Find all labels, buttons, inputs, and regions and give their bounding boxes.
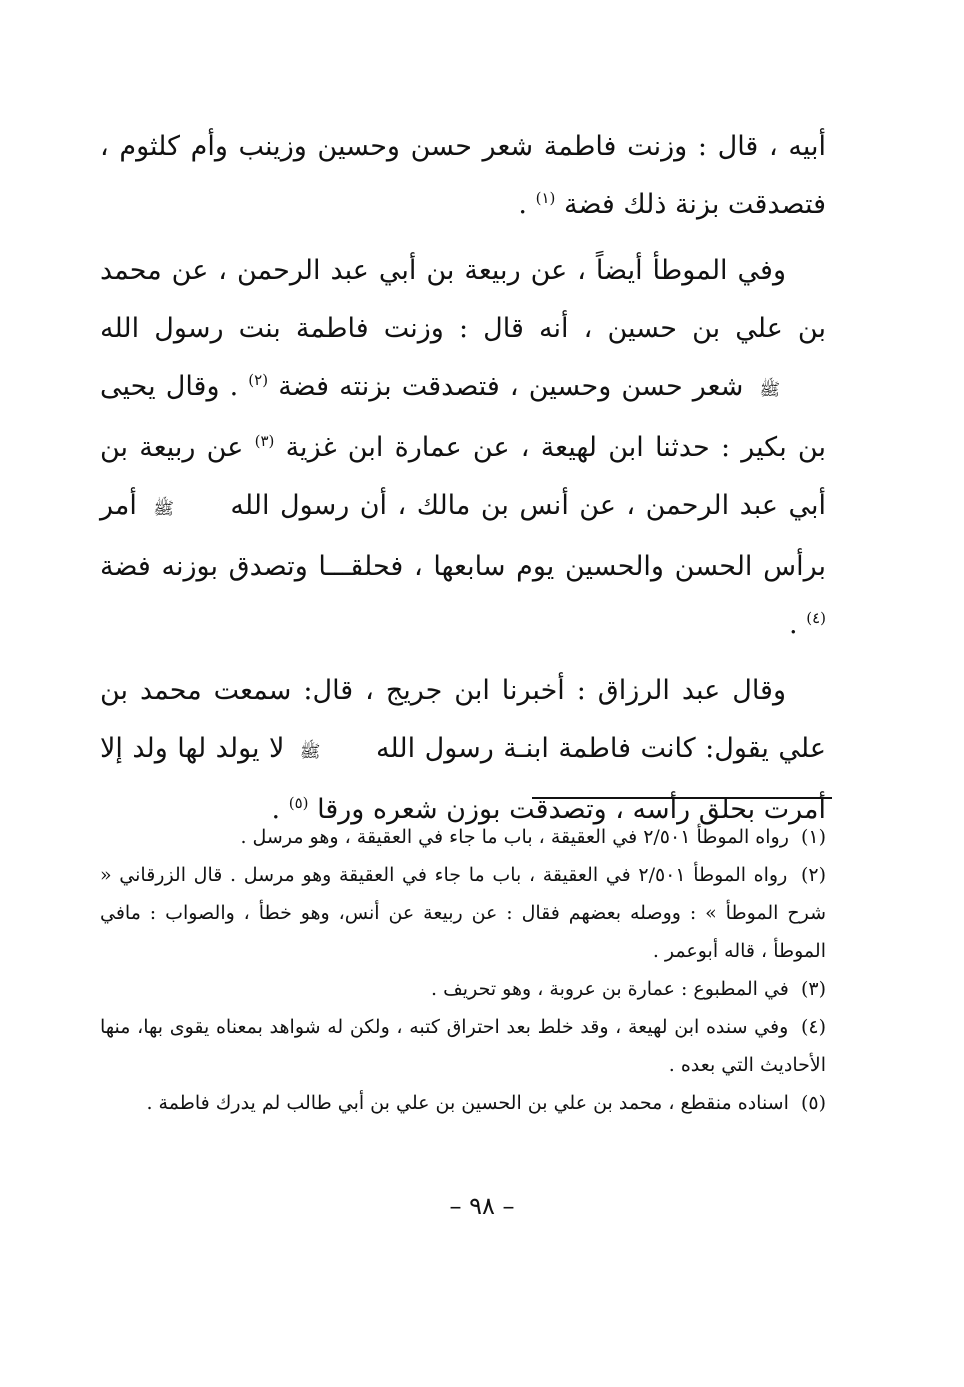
p2-text-e: أمر برأس الحسن والحسين يوم سابعها ، فحلقـــا وتصدق بوزنه فضة <box>100 490 826 582</box>
p3-end: . <box>271 794 281 825</box>
paragraph-2 <box>100 242 826 654</box>
footnote-text: رواه الموطأ ٢/٥٠١ في العقيقة ، باب ما جاء في العقيقة ، وهو مرسل . <box>240 826 789 848</box>
paragraph-1 <box>100 118 826 234</box>
footnote-item <box>100 1008 826 1084</box>
footnote-number: (٥) <box>800 1092 826 1114</box>
footnote-number: (٢) <box>800 864 827 886</box>
salawat-glyph: ﷺ <box>153 499 174 519</box>
footnote-item <box>100 818 826 856</box>
p3-text-b: لا يولد لها ولد إلا أمرت بحلق رأسه ، وتصدقت بوزن شعره ورقا <box>100 733 826 825</box>
footnote-number: (٤) <box>800 1016 826 1038</box>
footnote-ref-5[interactable]: (٥) <box>288 794 309 812</box>
main-text <box>100 118 826 847</box>
footnote-ref-4[interactable]: (٤) <box>806 609 826 627</box>
footnote-divider <box>532 797 832 799</box>
p3-text-a: وقال عبد الرزاق : أخبرنا ابن جريج ، قال: سمعت محمد بن علي يقول: كانت فاطمة ابنـة رسول الله <box>100 675 826 764</box>
p1-end: . <box>518 189 528 220</box>
footnotes <box>100 818 826 1122</box>
footnote-number: (٣) <box>800 978 826 1000</box>
footnote-number: (١) <box>800 826 826 848</box>
p2-text-c: . وقال يحيى بن بكير : حدثنا ابن لهيعة ، عن عمارة ابن غزية <box>100 371 827 463</box>
paragraph-3 <box>100 662 826 839</box>
footnote-text: وفي سنده ابن لهيعة ، وقد خلط بعد احتراق كتبه ، ولكن له شواهد بمعناه يقوى بها، منها الأحاديث التي بعده . <box>100 1016 826 1076</box>
footnote-ref-3[interactable]: (٣) <box>254 432 275 450</box>
salawat-glyph: ﷺ <box>759 380 780 400</box>
p2-text-d: عن ربيعة بن أبي عبد الرحمن ، عن أنس بن مالك ، أن رسول الله <box>100 432 826 521</box>
footnote-text: في المطبوع : عمارة بن عروبة ، وهو تحريف . <box>431 978 789 1000</box>
footnote-item <box>100 856 826 970</box>
footnote-item <box>100 1084 826 1122</box>
p2-end: . <box>789 609 798 640</box>
p2-text-a: وفي الموطأ أيضاً ، عن ربيعة بن أبي عبد الرحمن ، عن محمد بن علي بن حسين ، أنه قال : وزنت فاطمة بنت رسول الله <box>100 255 826 344</box>
footnote-text: اسناده منقطع ، محمد بن علي بن الحسين بن علي بن أبي طالب لم يدرك فاطمة . <box>146 1092 789 1114</box>
footnote-ref-1[interactable]: (١) <box>535 189 556 207</box>
p1-text: أبيه ، قال : وزنت فاطمة شعر حسن وحسين وزينب وأم كلثوم ، فتصدقت بزنة ذلك فضة <box>100 131 826 220</box>
salawat-glyph: ﷺ <box>299 742 321 762</box>
page-number: – ٩٨ – <box>449 1192 515 1220</box>
footnote-ref-2[interactable]: (٢) <box>248 371 269 389</box>
p2-text-b: شعر حسن وحسين ، فتصدقت بزنته فضة <box>278 371 744 402</box>
footnote-item <box>100 970 826 1008</box>
footnote-text: رواه الموطأ ٢/٥٠١ في العقيقة ، باب ما جاء في العقيقة وهو مرسل . قال الزرقاني « شرح الموطأ » : ووصله بعضهم فقال : عن ربيعة عن أنس، وهو خطأ ، والصواب : مافي الموطأ ، قاله أبوعمر . <box>100 864 826 962</box>
